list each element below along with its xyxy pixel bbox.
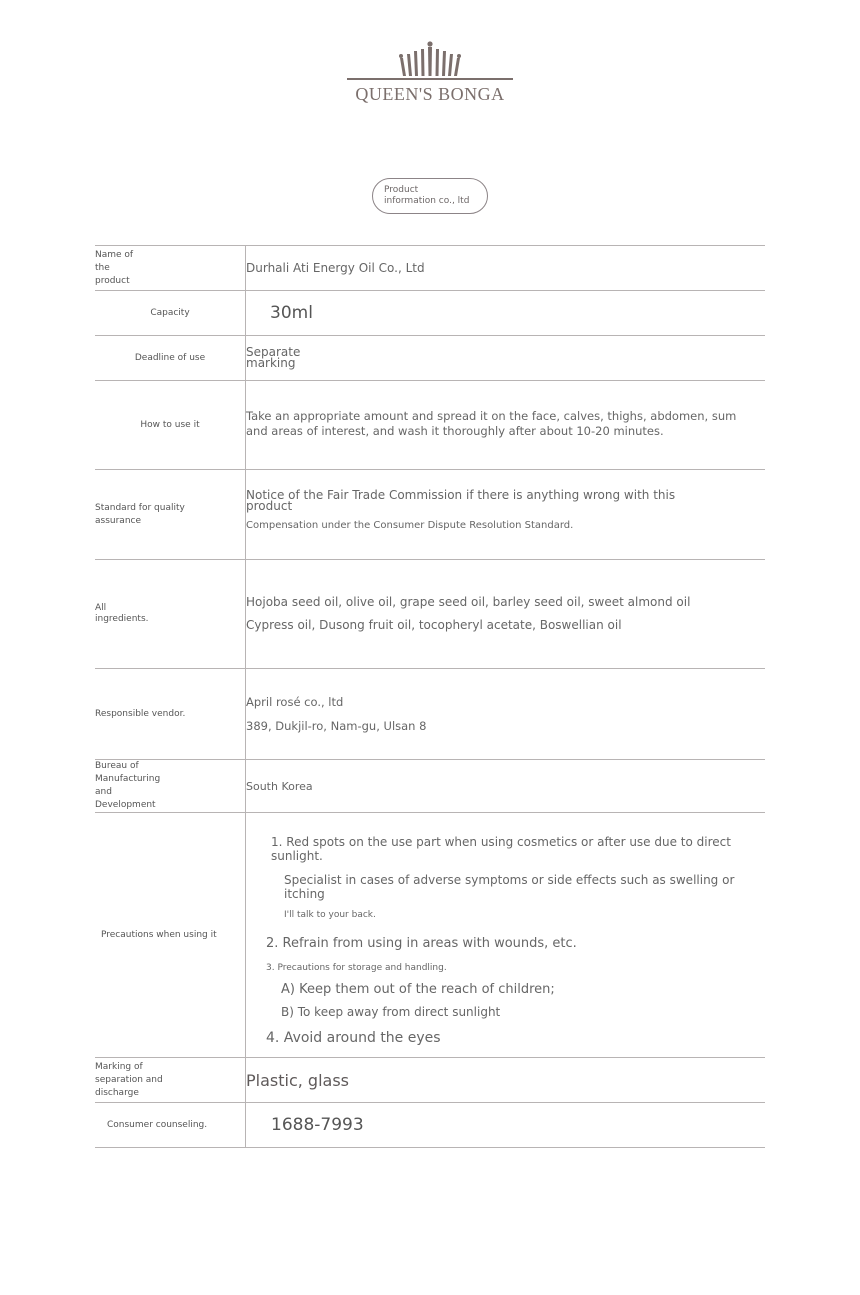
precaution-item: A) Keep them out of the reach of children; <box>281 982 555 997</box>
precaution-item: 1. Red spots on the use part when using cosmetics or after use due to direct sunlight. <box>271 835 731 863</box>
brand-logo <box>345 40 515 110</box>
label-capacity: Capacity <box>95 291 246 336</box>
row-vendor <box>95 669 765 760</box>
badge-line-1: Product <box>384 185 419 195</box>
value-counseling: 1688-7993 <box>246 1103 766 1148</box>
value-line: Hojoba seed oil, olive oil, grape seed oil, barley seed oil, sweet almond oil <box>246 595 691 609</box>
label-vendor: Responsible vendor. <box>95 669 246 760</box>
label-line: product <box>95 275 130 286</box>
value-product-name: Durhali Ati Energy Oil Co., Ltd <box>246 246 766 291</box>
value-precautions <box>246 813 766 1058</box>
precaution-item: 2. Refrain from using in areas with wounds, etc. <box>266 936 577 951</box>
value-line: Compensation under the Consumer Dispute Resolution Standard. <box>246 520 574 531</box>
value-line: and areas of interest, and wash it thoroughly after about 10-20 minutes. <box>246 424 664 438</box>
brand-name: QUEEN'S BONGA <box>355 84 505 104</box>
product-info-table <box>95 245 765 1148</box>
label-counseling: Consumer counseling. <box>95 1103 246 1148</box>
value-line: product <box>246 499 293 513</box>
label-line: Marking of <box>95 1061 143 1072</box>
precaution-item: Specialist in cases of adverse symptoms or side effects such as swelling or itching <box>284 873 735 901</box>
label-line: Name of <box>95 249 134 260</box>
row-quality <box>95 470 765 560</box>
label-line: discharge <box>95 1087 139 1098</box>
value-marking: Plastic, glass <box>246 1058 766 1103</box>
label-line: assurance <box>95 515 142 526</box>
label-bureau <box>95 760 246 813</box>
label-line: separation and <box>95 1074 163 1085</box>
value-line: Cypress oil, Dusong fruit oil, tocopheryl acetate, Boswellian oil <box>246 618 622 632</box>
precaution-item: B) To keep away from direct sunlight <box>281 1005 501 1019</box>
row-precautions <box>95 813 765 1058</box>
value-ingredients <box>246 560 766 669</box>
value-line: 389, Dukjil-ro, Nam-gu, Ulsan 8 <box>246 719 427 733</box>
label-ingredients <box>95 560 246 669</box>
label-line: All <box>95 603 107 613</box>
product-info-badge <box>372 178 488 214</box>
label-line: Development <box>95 800 156 810</box>
value-line: Separate <box>246 345 301 359</box>
row-bureau <box>95 760 765 813</box>
precaution-item: 3. Precautions for storage and handling. <box>266 963 447 973</box>
row-counseling <box>95 1103 765 1148</box>
label-line: and <box>95 787 112 797</box>
label-line: ingredients. <box>95 614 149 624</box>
badge-line-2: information co., ltd <box>384 196 470 206</box>
value-quality <box>246 470 766 560</box>
row-ingredients <box>95 560 765 669</box>
precaution-item: I'll talk to your back. <box>284 910 376 920</box>
value-deadline <box>246 336 766 381</box>
row-deadline <box>95 336 765 381</box>
row-how-to-use <box>95 381 765 470</box>
label-line: Bureau of <box>95 761 139 771</box>
value-line: Notice of the Fair Trade Commission if there is anything wrong with this <box>246 488 676 502</box>
value-how-to-use <box>246 381 766 470</box>
label-product-name <box>95 246 246 291</box>
label-line: the <box>95 262 110 273</box>
label-deadline: Deadline of use <box>95 336 246 381</box>
crown-icon <box>345 40 515 82</box>
label-line: Standard for quality <box>95 502 185 513</box>
label-precautions: Precautions when using it <box>95 813 246 1058</box>
value-bureau: South Korea <box>246 760 766 813</box>
value-capacity: 30ml <box>246 291 766 336</box>
label-how-to-use: How to use it <box>95 381 246 470</box>
label-marking <box>95 1058 246 1103</box>
value-line: April rosé co., ltd <box>246 695 344 709</box>
row-marking <box>95 1058 765 1103</box>
value-line: Take an appropriate amount and spread it on the face, calves, thighs, abdomen, sum <box>246 409 737 423</box>
row-product-name <box>95 246 765 291</box>
label-line: Manufacturing <box>95 774 161 784</box>
row-capacity <box>95 291 765 336</box>
precaution-item: 4. Avoid around the eyes <box>266 1030 441 1046</box>
label-quality <box>95 470 246 560</box>
value-vendor <box>246 669 766 760</box>
value-line: marking <box>246 356 296 370</box>
